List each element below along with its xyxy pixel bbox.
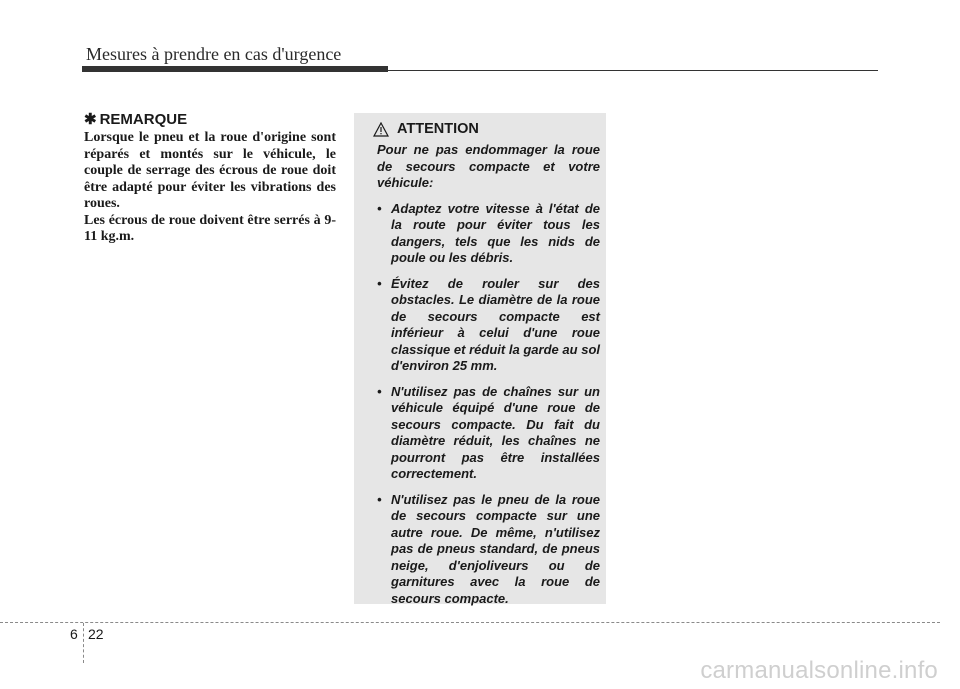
attention-heading bbox=[373, 121, 600, 137]
attention-item: • N'utilisez pas le pneu de la roue de secours compacte sur une autre roue. De même, n'utilisez pas de pneus standard, de pneus neige, d'enjoliveurs ou de garnitures avec la roue de secours compacte. bbox=[377, 492, 600, 608]
attention-item: • Évitez de rouler sur des obstacles. Le diamètre de la roue de secours compacte est inférieur à celui d'une roue classique et réduit la garde au sol d'environ 25 mm. bbox=[377, 276, 600, 375]
attention-box bbox=[354, 113, 606, 604]
attention-intro: Pour ne pas endommager la roue de secours compacte et votre véhicule: bbox=[377, 142, 600, 190]
header-bar bbox=[82, 66, 388, 72]
watermark: carmanualsonline.info bbox=[700, 657, 938, 684]
footer-divider bbox=[83, 623, 84, 663]
page-number: 22 bbox=[88, 626, 104, 642]
remark-section bbox=[84, 110, 336, 246]
warning-triangle-icon bbox=[373, 122, 389, 137]
remark-paragraph-2: Les écrous de roue doivent être serrés à 9-11 kg.m. bbox=[84, 212, 336, 244]
asterisk-icon: ✱ bbox=[84, 111, 97, 128]
attention-item: • N'utilisez pas de chaînes sur un véhicule équipé d'une roue de secours compacte. Du fait du diamètre réduit, les chaînes ne pourront pas être installées correctement. bbox=[377, 384, 600, 483]
header-rule bbox=[386, 70, 878, 71]
attention-title: ATTENTION bbox=[397, 121, 479, 137]
attention-item: • Adaptez votre vitesse à l'état de la route pour éviter tous les dangers, tels que les nids de poule ou les débris. bbox=[377, 201, 600, 267]
attention-list bbox=[377, 201, 600, 608]
remark-heading bbox=[84, 110, 336, 128]
page-header-title: Mesures à prendre en cas d'urgence bbox=[86, 44, 342, 64]
remark-paragraph-1: Lorsque le pneu et la roue d'origine sont réparés et montés sur le véhicule, le couple de serrage des écrous de roue doit être adapté pour éviter les vibrations des roues. bbox=[84, 130, 336, 211]
chapter-number: 6 bbox=[70, 626, 78, 642]
remark-title: REMARQUE bbox=[99, 110, 188, 128]
footer-rule bbox=[0, 622, 940, 623]
